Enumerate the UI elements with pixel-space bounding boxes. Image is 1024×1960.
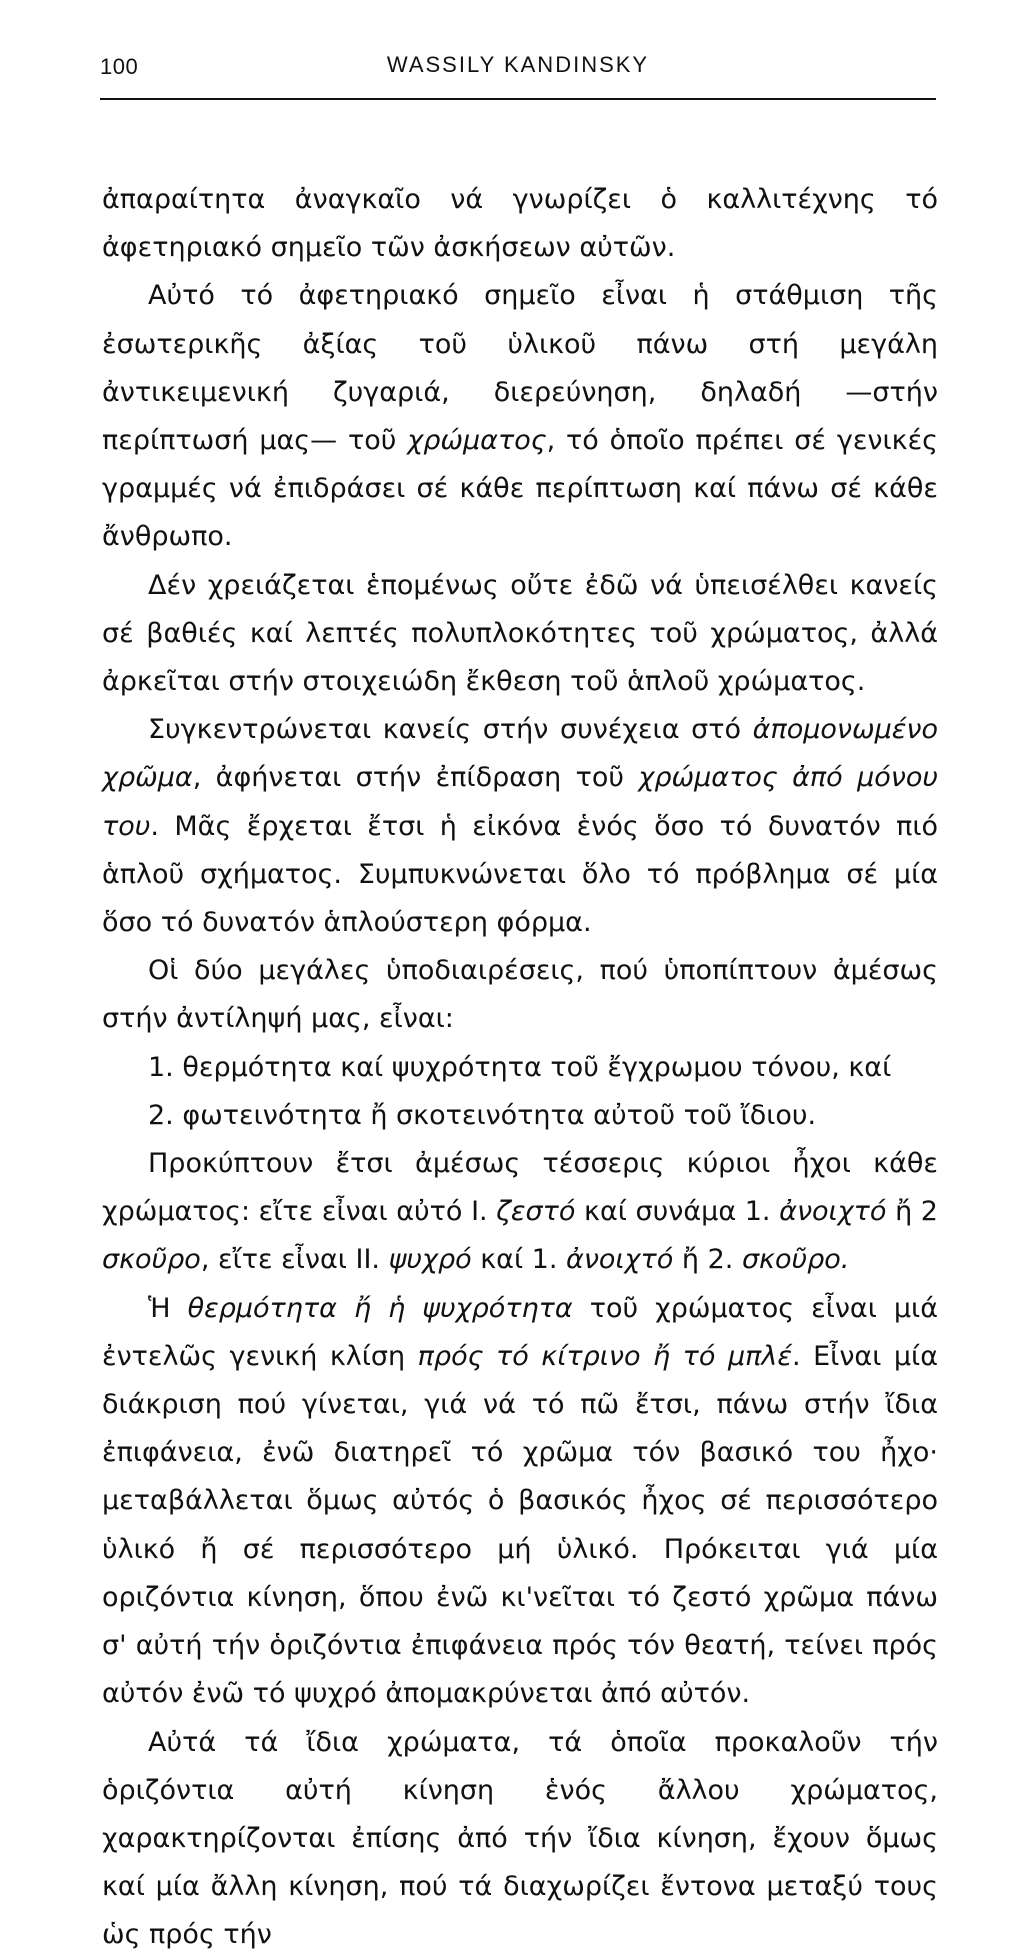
text-run: 1. θερμότητα καί ψυχρότητα τοῦ ἔγχρωμου τόνου, καί (148, 1051, 892, 1083)
text-run: . Εἶναι μία διάκριση πού γίνεται, γιά νά τό πῶ ἔτσι, πάνω στήν ἴδια ἐπιφάνεια, ἐνῶ διατηρεῖ τό χρῶμα τόν βασικό του ἦχο· μεταβάλλεται ὅμως αὐτός ὁ βασικός ἦχος σέ περισσότερο ὑλικό ἤ σέ περισσότερο μή ὑλικό. Πρόκειται γιά μία οριζόντια κίνηση, ὅπου ἐνῶ κι'νεῖται τό ζεστό χρῶμα πάνω σ' αὐτή τήν ὁριζόντια ἐπιφάνεια πρός τόν θεατή, τείνει πρός αὐτόν ἐνῶ τό ψυχρό ἀπομακρύνεται ἀπό αὐτόν. (102, 1340, 938, 1710)
italic-text: θερμότητα ἤ ἡ ψυχρότητα (187, 1292, 573, 1324)
text-run: ἀπαραίτητα ἀναγκαῖο νά γνωρίζει ὁ καλλιτέχνης τό ἀφετηριακό σημεῖο τῶν ἀσκήσεων αὐτῶν. (102, 184, 938, 264)
text-run: Συγκεντρώνεται κανείς στήν συνέχεια στό (148, 714, 753, 746)
text-run: Προκύπτουν ἔτσι ἀμέσως τέσσερις κύριοι ἦχοι κάθε χρώματος: εἴτε εἶναι αὐτό I. (102, 1148, 938, 1228)
paragraph (102, 947, 938, 1043)
paragraph (102, 1140, 938, 1285)
list-item (102, 1092, 938, 1140)
italic-text: χρώματος ἀπό μόνου του (102, 762, 938, 842)
paragraph (102, 1285, 938, 1719)
text-run: , εἴτε εἶναι II. (200, 1244, 389, 1276)
paragraph (102, 706, 938, 947)
italic-text: ψυχρό (388, 1244, 472, 1276)
paragraph (102, 176, 938, 272)
italic-text: ἀπομονωμένο χρῶμα (102, 714, 938, 794)
text-run: . Μᾶς ἔρχεται ἔτσι ἡ εἰκόνα ἑνός ὅσο τό δυνατόν πιό ἁπλοῦ σχήματος. Συμπυκνώνεται ὅλο τό πρόβλημα σέ μία ὅσο τό δυνατόν ἁπλούστερη φόρμα. (102, 810, 938, 939)
list-item (102, 1044, 938, 1092)
text-run: Αὐτά τά ἴδια χρώματα, τά ὁποῖα προκαλοῦν τήν ὁριζόντια αὐτή κίνηση ἑνός ἄλλου χρώματος, χαρακτηρίζονται ἐπίσης ἀπό τήν ἴδια κίνηση, ἔχουν ὅμως καί μία ἄλλη κίνηση, πού τά διαχωρίζει ἔντονα μεταξύ τους ὡς πρός τήν (102, 1726, 938, 1951)
italic-text: ἀνοιχτό (779, 1196, 887, 1228)
body-text (102, 176, 938, 1960)
text-run: Οἱ δύο μεγάλες ὑποδιαιρέσεις, πού ὑποπίπτουν ἀμέσως στήν ἀντίληψή μας, εἶναι: (102, 955, 938, 1035)
text-run: ἤ 2. (673, 1244, 742, 1276)
text-run: καί συνάμα 1. (575, 1196, 780, 1228)
paragraph (102, 1719, 938, 1960)
italic-text: πρός τό κίτρινο ἤ τό μπλέ (417, 1340, 792, 1372)
text-run: τοῦ χρώματος εἶναι μιά ἐντελῶς γενική κλίση (102, 1292, 938, 1372)
text-run: Δέν χρειάζεται ἑπομένως οὔτε ἐδῶ νά ὑπεισέλθει κανείς σέ βαθιές καί λεπτές πολυπλοκότητες τοῦ χρώματος, ἀλλά ἀρκεῖται στήν στοιχειώδη ἔκθεση τοῦ ἁπλοῦ χρώματος. (102, 569, 938, 698)
text-run: Ἡ (148, 1292, 188, 1324)
italic-text: ἀνοιχτό (566, 1244, 674, 1276)
italic-text: χρώματος (407, 425, 547, 457)
running-head: WASSILY KANDINSKY (386, 52, 650, 77)
italic-text: σκοῦρο (102, 1244, 201, 1276)
page-header (100, 48, 936, 100)
text-run: , ἀφήνεται στήν ἐπίδραση τοῦ (192, 762, 639, 794)
paragraph (102, 272, 938, 561)
page-number: 100 (100, 54, 139, 79)
text-run: καί 1. (471, 1244, 567, 1276)
italic-text: σκοῦρο. (741, 1244, 850, 1276)
text-run: , τό ὁποῖο πρέπει σέ γενικές γραμμές νά ἐπιδράσει σέ κάθε περίπτωση καί πάνω σέ κάθε ἄνθρωπο. (102, 425, 939, 553)
text-run: 2. φωτεινότητα ἤ σκοτεινότητα αὐτοῦ τοῦ ἴδιου. (148, 1099, 817, 1131)
italic-text: ζεστό (496, 1196, 576, 1228)
text-run: Αὐτό τό ἀφετηριακό σημεῖο εἶναι ἡ στάθμιση τῆς ἐσωτερικῆς ἀξίας τοῦ ὑλικοῦ πάνω στή μεγάλη ἀντικειμενική ζυγαριά, διερεύνηση, δηλαδή —στήν περίπτωσή μας— τοῦ (102, 280, 938, 457)
text-run: ἤ 2 (886, 1196, 938, 1228)
paragraph (102, 562, 938, 707)
